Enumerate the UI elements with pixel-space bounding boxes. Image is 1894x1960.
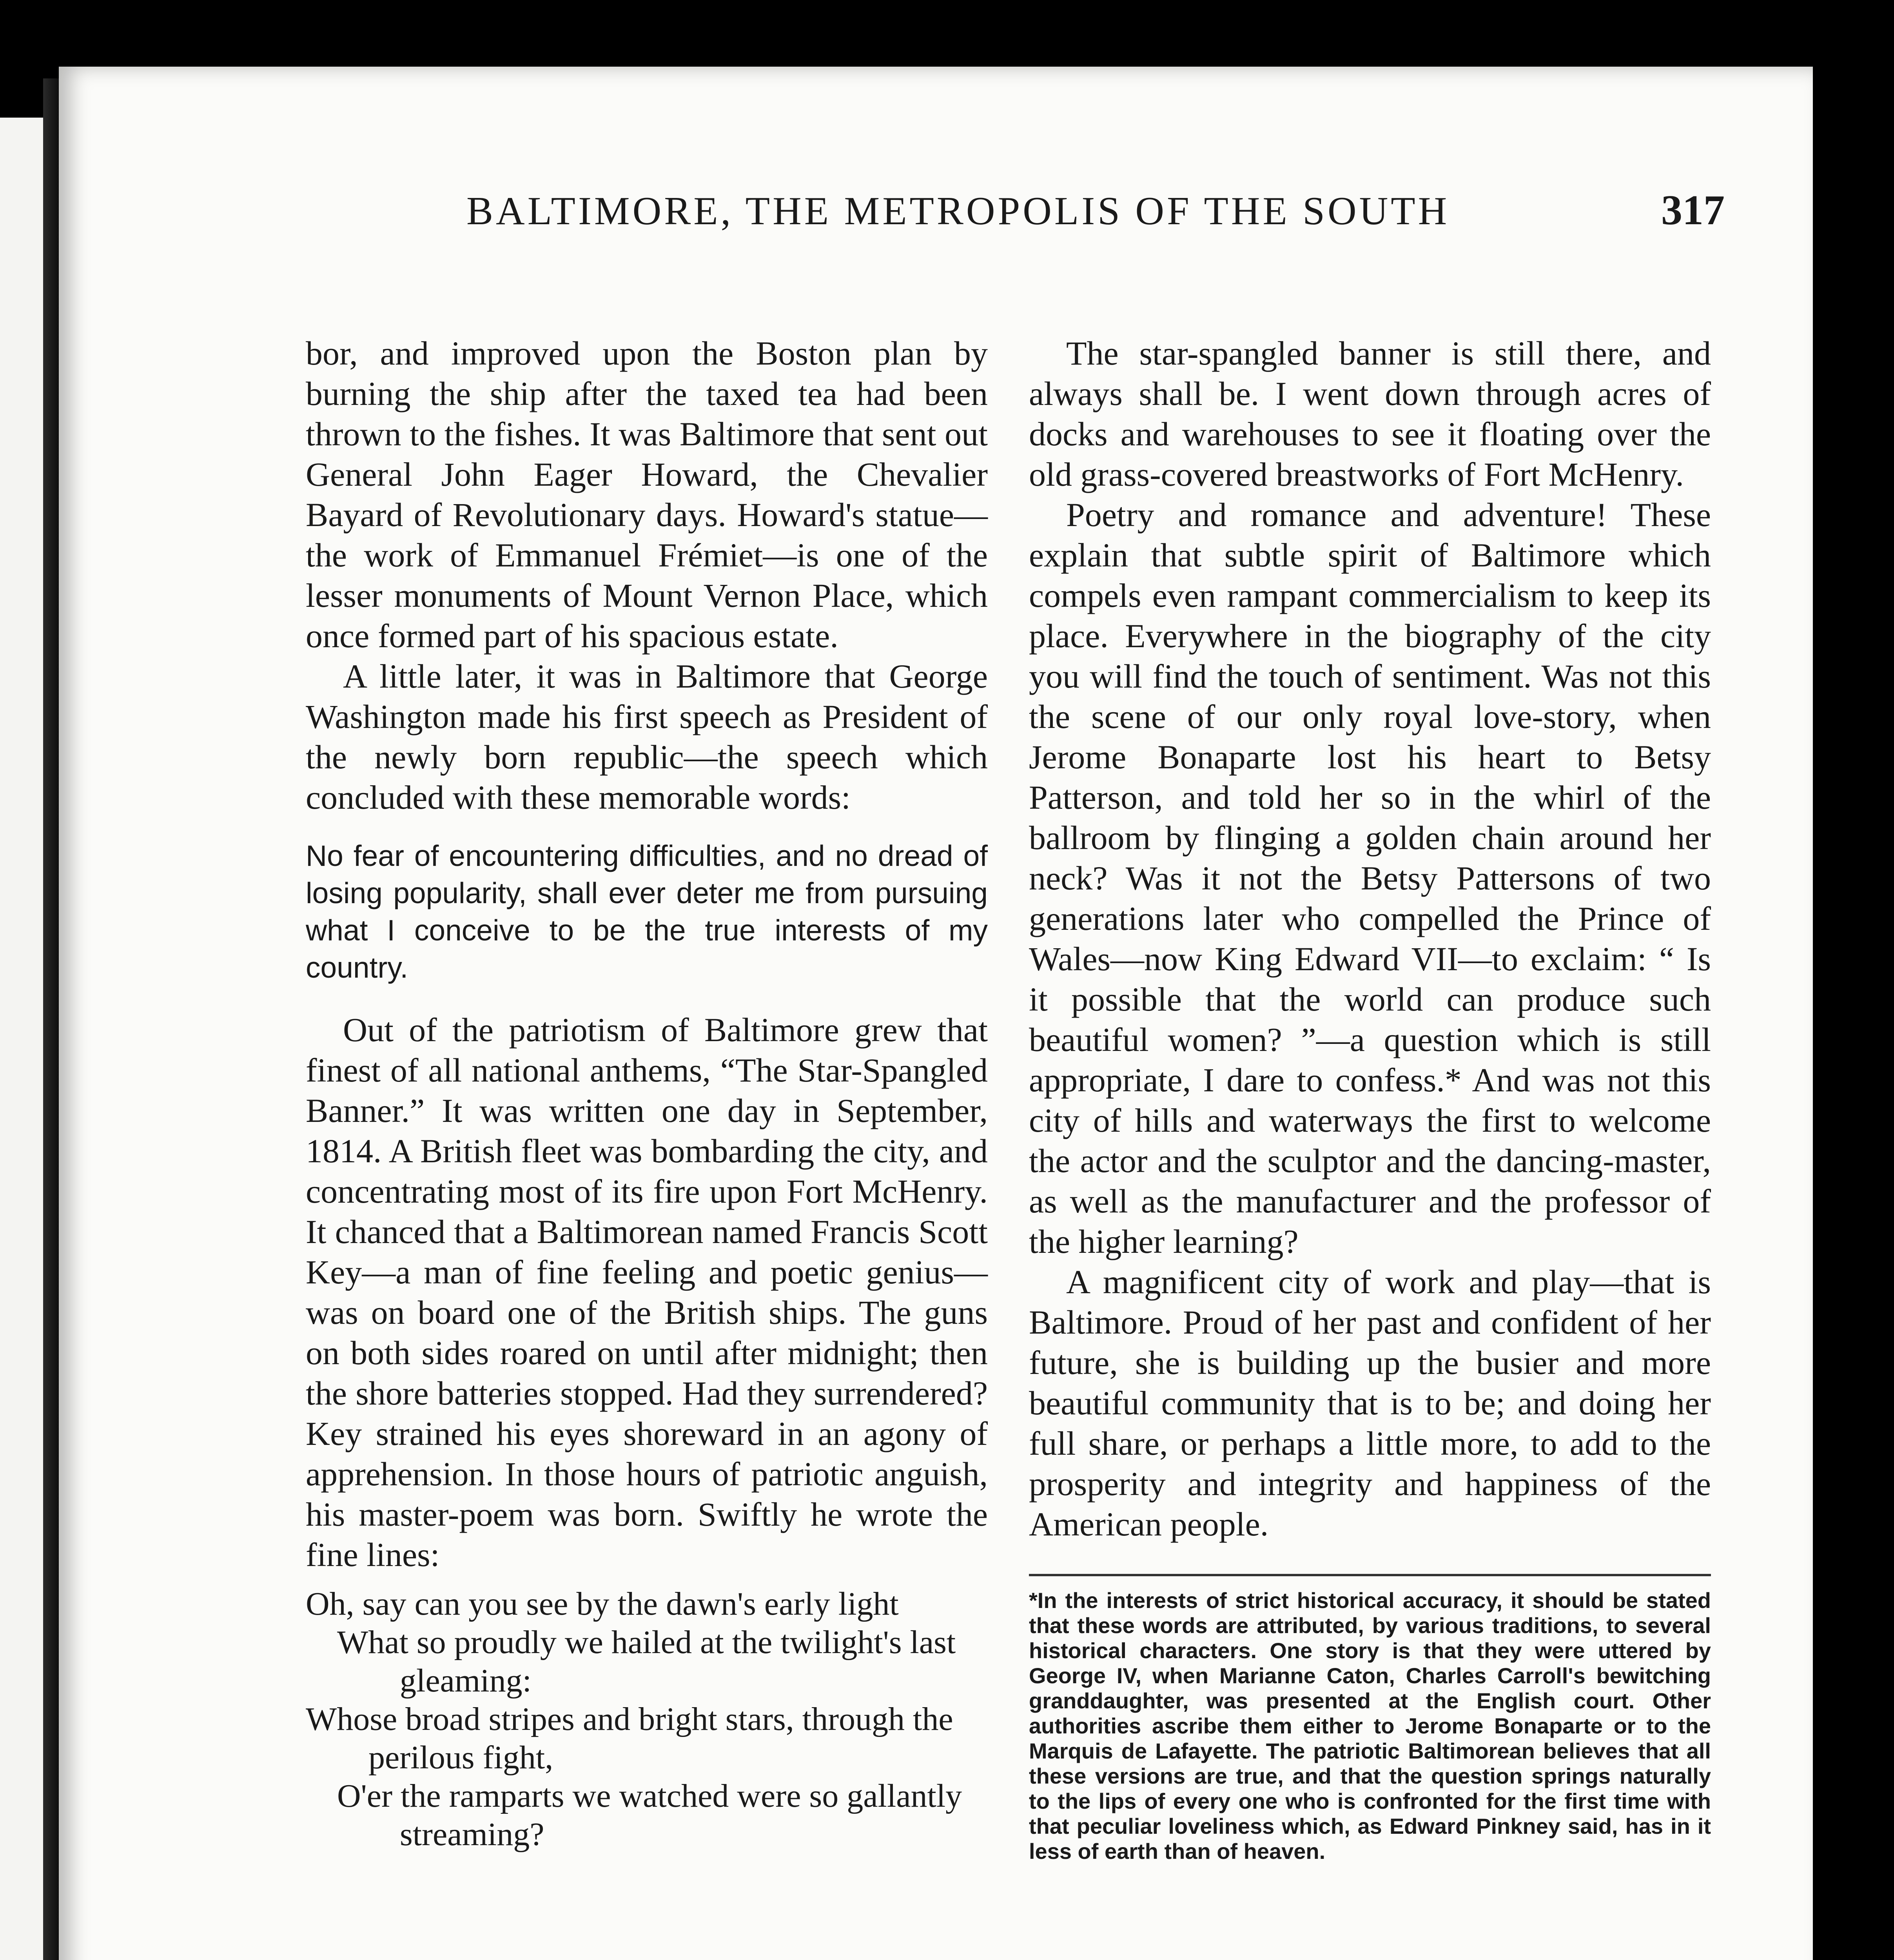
verse-line: O'er the ramparts we watched were so gallantly streaming? — [337, 1778, 962, 1853]
verse-line: What so proudly we hailed at the twilight's last gleaming: — [337, 1624, 956, 1699]
page-header — [412, 188, 1725, 247]
page-number: 317 — [1661, 187, 1725, 234]
paragraph: A little later, it was in Baltimore that George Washington made his first speech as President of the newly born republic—the speech which concluded with these memorable words: — [306, 657, 988, 816]
paragraph: The star-spangled banner is still there, and always shall be. I went down through acres of docks and warehouses to see it floating over the old grass-covered breastworks of Fort McHenry. — [1029, 334, 1711, 493]
paragraph: Out of the patriotism of Baltimore grew that finest of all national anthems, “The Star-Spangled Banner.” It was written one day in September, 1814. A British fleet was bombarding the city, and concentrating most of its fire upon Fort McHenry. It chanced that a Baltimorean named Francis Scott Key—a man of fine feeling and poetic genius—was on board one of the British ships. The guns on both sides roared on until after midnight; then the shore batteries stopped. Had they surrendered? Key strained his eyes shoreward in an agony of apprehension. In those hours of patriotic anguish, his master-poem was born. Swiftly he wrote the fine lines: — [306, 1011, 988, 1573]
paragraph: bor, and improved upon the Boston plan by burning the ship after the taxed tea had been thrown to the fishes. It was Baltimore that sent out General John Eager Howard, the Chevalier Bayard of Revolutionary days. Howard's statue—the work of Emmanuel Frémiet—is one of the lesser monuments of Mount Vernon Place, which once formed part of his spacious estate. — [306, 334, 988, 655]
adjacent-page-edge — [0, 118, 43, 1960]
footnote-rule — [1029, 1574, 1711, 1576]
right-column — [1029, 333, 1711, 1864]
anthem-verse — [306, 1585, 988, 1854]
paragraph: Poetry and romance and adventure! These explain that subtle spirit of Baltimore which compels even rampant commercialism to keep its place. Everywhere in the biography of the city you will find the touch of sentiment. Was not this the scene of our only royal love-story, when Jerome Bonaparte lost his heart to Betsy Patterson, and told her so in the whirl of the ballroom by flinging a golden chain around her neck? Was it not the Betsy Pattersons of two generations later who compelled the Prince of Wales—now King Edward VII—to exclaim: “ Is it possible that the world can produce such beautiful women? ”—a question which is still appropriate, I dare to confess.* And was not this city of hills and waterways the first to welcome the actor and the sculptor and the dancing-master, as well as the manufacturer and the professor of the higher learning? — [1029, 496, 1711, 1260]
verse-line: Whose broad stripes and bright stars, through the perilous fight, — [306, 1701, 953, 1776]
paragraph: A magnificent city of work and play—that is Baltimore. Proud of her past and confident of her future, she is building up the busier and more beautiful community that is to be; and doing her full share, or perhaps a little more, to add to the prosperity and integrity and happiness of the American people. — [1029, 1263, 1711, 1543]
washington-quote: No fear of encountering difficulties, and no dread of losing popularity, shall ever deter me from pursuing what I conceive to be the true interests of my country. — [306, 839, 988, 984]
verse-line: Oh, say can you see by the dawn's early light — [306, 1586, 899, 1622]
footnote: *In the interests of strict historical accuracy, it should be stated that these words are attributed, by various traditions, to several historical characters. One story is that they were uttered by George IV, when Marianne Caton, Charles Carroll's bewitching granddaughter, was presented at the English court. Other authorities ascribe them either to Jerome Bonaparte or to the Marquis de Lafayette. The patriotic Baltimorean believes that all these versions are true, and that the question springs naturally to the lips of every one who is confronted for the first time with that peculiar loveliness which, as Edward Pinkney said, has in it less of earth than of heaven. — [1029, 1588, 1711, 1864]
left-column — [306, 333, 988, 1854]
running-title: BALTIMORE, THE METROPOLIS OF THE SOUTH — [466, 189, 1450, 233]
